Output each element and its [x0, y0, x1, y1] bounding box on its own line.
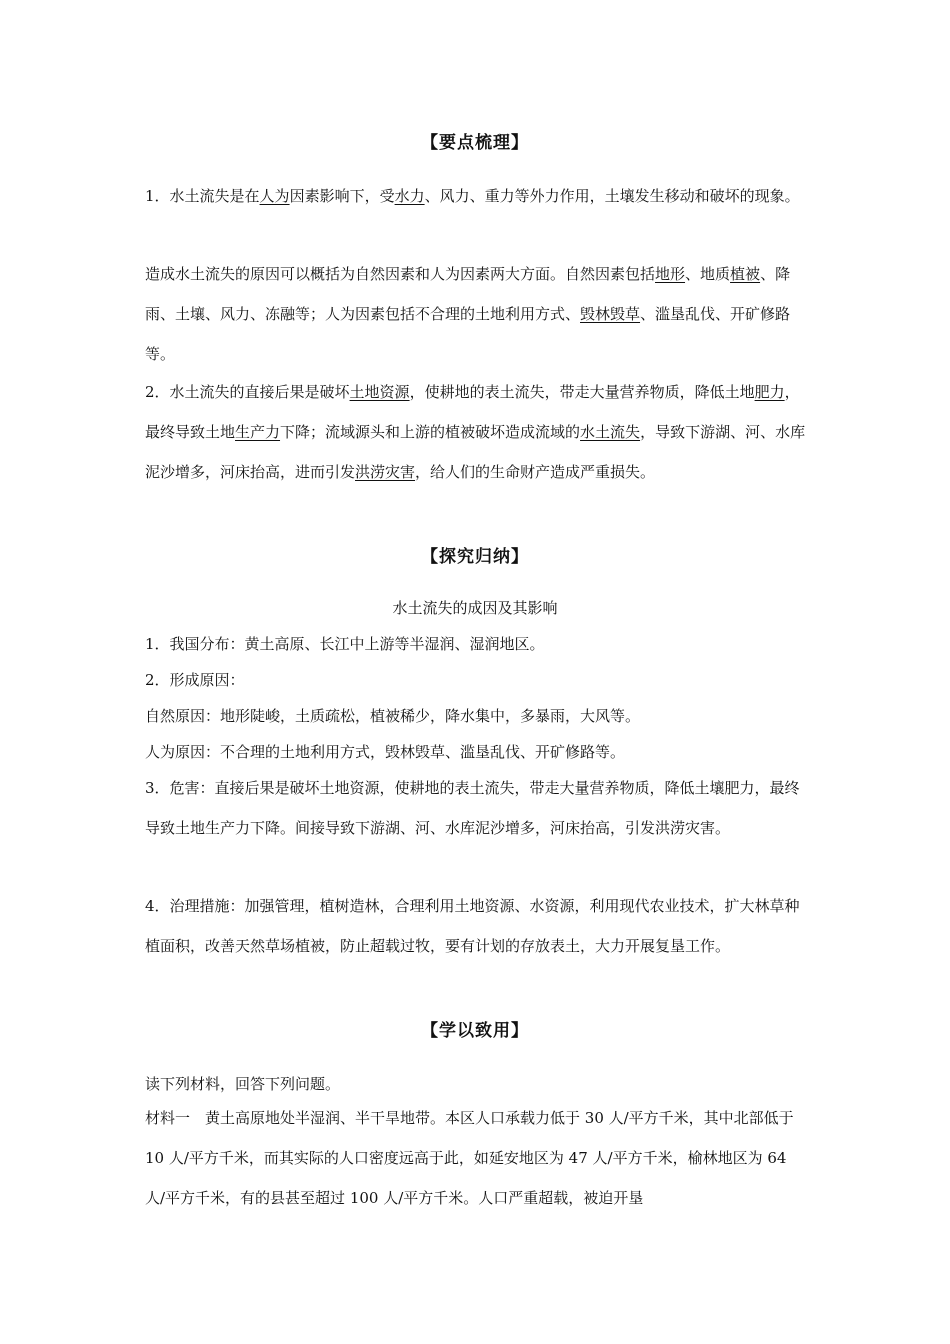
tanjiu-item-1: 1．我国分布：黄土高原、长江中上游等半湿润、湿润地区。: [145, 635, 545, 653]
text-run: 、滥垦乱伐、开矿修路等。: [145, 305, 791, 363]
section-title-yaodian: 【要点梳理】: [421, 133, 529, 153]
text-run: ，给人们的生命财产造成严重损失。: [415, 463, 656, 481]
text-run: 、降雨、土壤、风力、冻融等；人为因素包括不合理的土地利用方式、: [145, 265, 791, 323]
underlined-answer: 洪涝灾害: [355, 463, 416, 481]
tanjiu-paragraph-3: 3．危害：直接后果是破坏土地资源，使耕地的表土流失，带走大量营养物质，降低土壤肥力，最终导致土地生产力下降。间接导致下游湖、河、水库泥沙增多，河床抬高，引发洪涝灾害。: [145, 779, 800, 837]
underlined-answer: 生产力: [235, 423, 281, 441]
tanjiu-item-4: 人为原因：不合理的土地利用方式，毁林毁草、滥垦乱伐、开矿修路等。: [145, 743, 626, 761]
underlined-answer: 人为: [259, 187, 290, 205]
tanjiu-paragraph-4: 4．治理措施：加强管理，植树造林，合理利用土地资源、水资源，利用现代农业技术，扩大林草种植面积，改善天然草场植被，防止超载过牧，要有计划的存放表土，大力开展复垦工作。: [145, 897, 800, 955]
yaodian-paragraph-2: [145, 254, 810, 374]
underlined-answer: 地形: [655, 265, 686, 283]
underlined-answer: 植被: [730, 265, 761, 283]
text-run: 下降；流域源头和上游的植被破坏造成流域的: [280, 423, 581, 441]
yaodian-paragraph-3: [145, 372, 810, 492]
xueyi-material-1: 材料一 黄土高原地处半湿润、半干旱地带。本区人口承载力低于 30 人/平方千米，其中北部低于 10 人/平方千米，而其实际的人口密度远高于此，如延安地区为 47 人/平方千米，榆林地区为 64 人/平方千米，有的县甚至超过 100 人/平方千米。人口严重超载，被迫开垦: [145, 1109, 794, 1207]
text-run: 、风力、重力等外力作用，土壤发生移动和破坏的现象。: [424, 187, 800, 205]
underlined-answer: 水力: [394, 187, 425, 205]
text-run: 1．水土流失是在: [145, 187, 260, 205]
tanjiu-item-3: 自然原因：地形陡峻，土质疏松，植被稀少，降水集中，多暴雨，大风等。: [145, 707, 641, 725]
xueyi-intro: 读下列材料，回答下列问题。: [145, 1075, 341, 1093]
text-run: 因素影响下，受: [289, 187, 395, 205]
text-run: 造成水土流失的原因可以概括为自然因素和人为因素两大方面。自然因素包括: [145, 265, 656, 283]
underlined-answer: 肥力: [754, 383, 785, 401]
tanjiu-item-2: 2．形成原因：: [145, 671, 245, 689]
section-title-xueyi: 【学以致用】: [421, 1021, 529, 1041]
underlined-answer: 土地资源: [349, 383, 410, 401]
text-run: ，导致下游湖、河、水库泥沙增多，河床抬高，进而引发: [145, 423, 806, 481]
text-run: ，最终导致土地: [145, 383, 800, 441]
tanjiu-subtitle: 水土流失的成因及其影响: [392, 599, 558, 617]
yaodian-paragraph-1: [145, 176, 810, 216]
text-run: ，使耕地的表土流失，带走大量营养物质，降低土地: [409, 383, 755, 401]
section-title-tanjiu: 【探究归纳】: [421, 547, 529, 567]
underlined-answer: 水土流失: [580, 423, 641, 441]
underlined-answer: 毁林毁草: [580, 305, 641, 323]
text-run: 2．水土流失的直接后果是破坏: [145, 383, 350, 401]
text-run: 、地质: [685, 265, 731, 283]
